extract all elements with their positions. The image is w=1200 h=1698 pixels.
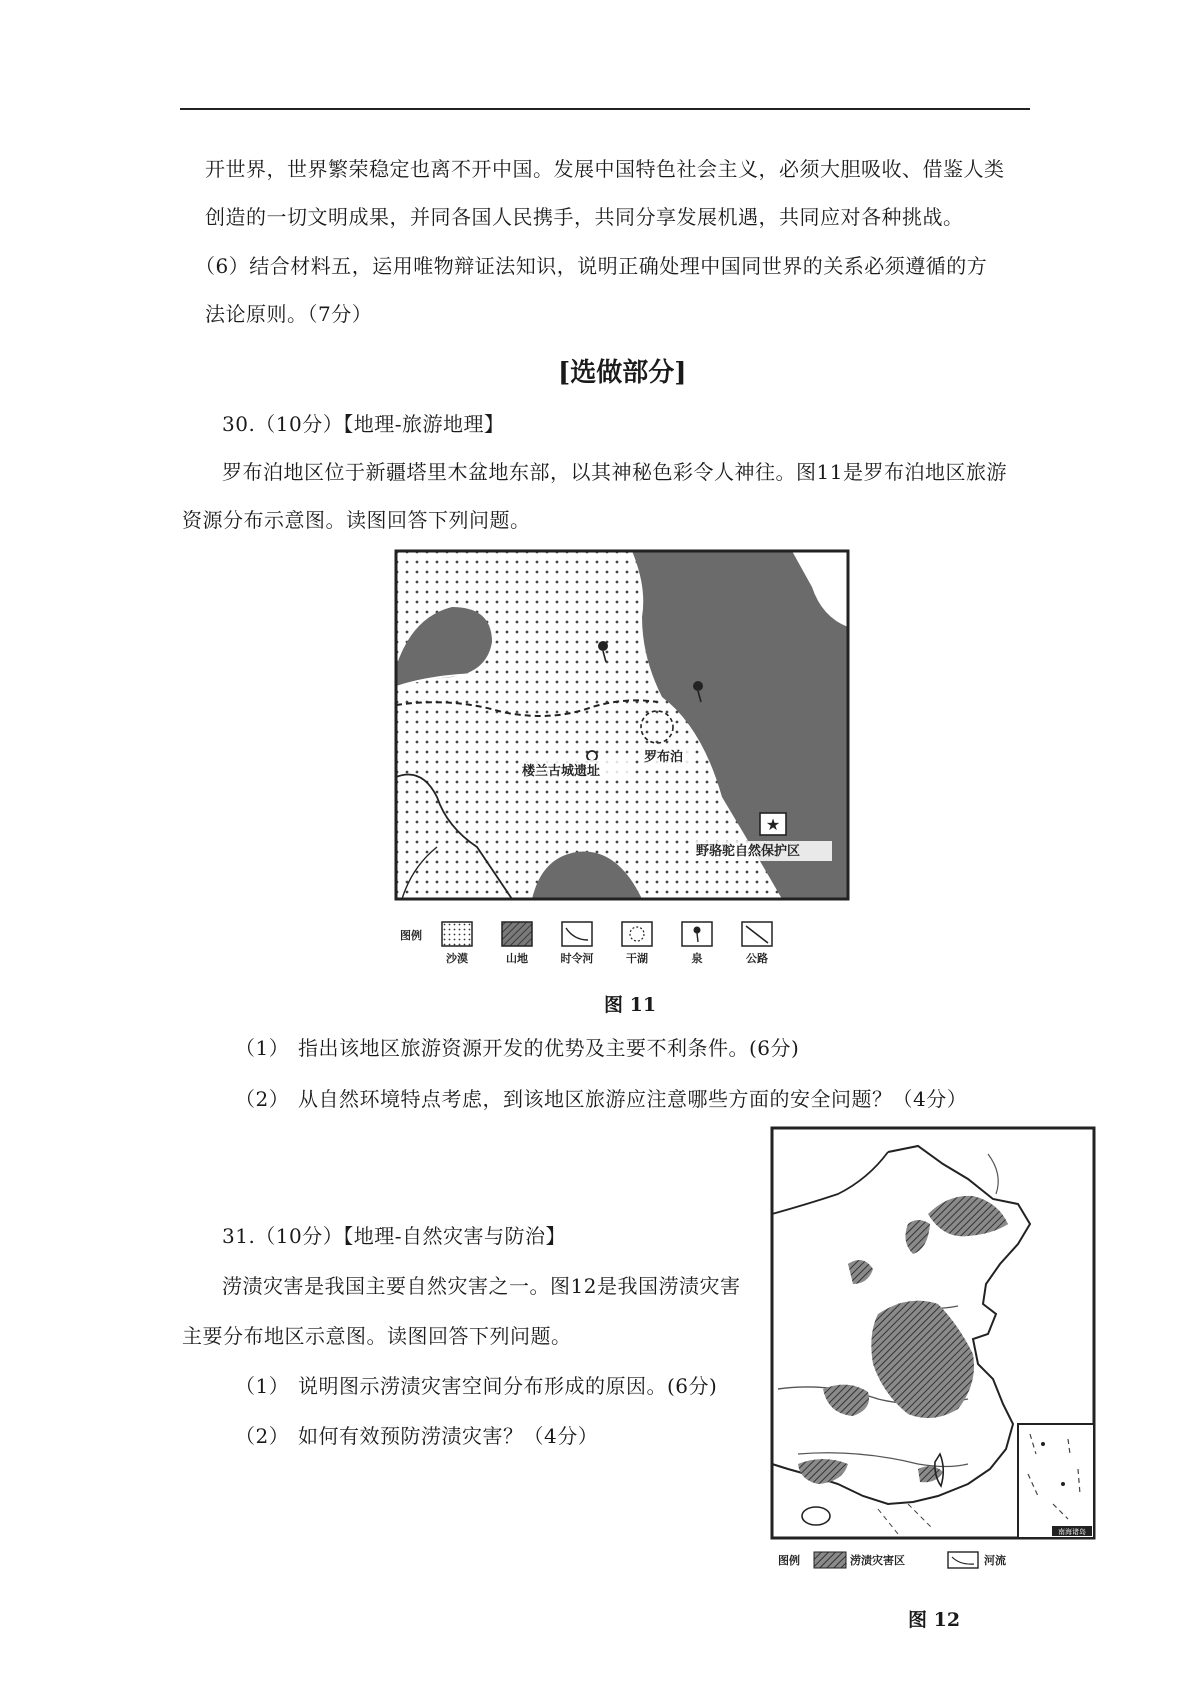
- legend-highway: [742, 922, 772, 965]
- reserve-label: 野骆驼自然保护区: [696, 844, 801, 859]
- legend-title: 图例: [400, 929, 422, 942]
- body-text-line: 开世界，世界繁荣稳定也离不开中国。发展中国特色社会主义，必须大胆吸收、借鉴人类: [205, 157, 1005, 181]
- question-30-2-number: （2）: [235, 1087, 290, 1111]
- question-31-1-number: （1）: [235, 1374, 290, 1398]
- loulan-label: 楼兰古城遗址: [522, 764, 601, 779]
- star-icon: ★: [765, 815, 781, 834]
- question-30-1-text: 指出该地区旅游资源开发的优势及主要不利条件。(6分): [298, 1036, 800, 1060]
- legend-spring: [682, 922, 712, 965]
- svg-text:公路: 公路: [746, 952, 768, 965]
- lop-nur-map-figure: [392, 547, 852, 967]
- section-title: [选做部分]: [558, 358, 687, 388]
- question-30-heading: 30.（10分）【地理-旅游地理】: [222, 412, 505, 436]
- svg-text:干湖: 干湖: [626, 952, 648, 965]
- question-31-2-number: （2）: [235, 1424, 290, 1448]
- lop-nur-label: 罗布泊: [644, 750, 684, 765]
- legend-title: 图例: [778, 1554, 800, 1567]
- question-31-1-text: 说明图示涝渍灾害空间分布形成的原因。(6分): [298, 1374, 718, 1398]
- inset-label: 南海诸岛: [1058, 1528, 1086, 1536]
- spring-icon: [693, 681, 703, 691]
- question-6-text: 法论原则。（7分）: [205, 302, 373, 326]
- legend-seasonal-river: [561, 922, 594, 965]
- ancient-city-icon: [587, 751, 597, 761]
- figure-12-caption: 图 12: [908, 1609, 961, 1631]
- question-6-text: （6）结合材料五，运用唯物辩证法知识，说明正确处理中国同世界的关系必须遵循的方: [195, 254, 988, 278]
- spring-icon: [598, 641, 608, 651]
- svg-text:泉: 泉: [691, 952, 703, 965]
- figure-11-caption: 图 11: [604, 994, 657, 1016]
- svg-text:河流: 河流: [984, 1554, 1006, 1567]
- question-31-2-text: 如何有效预防涝渍灾害？（4分）: [298, 1424, 599, 1448]
- question-30-intro: 资源分布示意图。读图回答下列问题。: [182, 508, 531, 532]
- question-31-intro: 主要分布地区示意图。读图回答下列问题。: [182, 1324, 572, 1348]
- legend-desert: [442, 922, 472, 965]
- svg-text:沙漠: 沙漠: [446, 952, 468, 965]
- svg-text:涝渍灾害区: 涝渍灾害区: [850, 1554, 905, 1567]
- question-31-intro: 涝渍灾害是我国主要自然灾害之一。图12是我国涝渍灾害: [222, 1274, 741, 1298]
- question-30-2-text: 从自然环境特点考虑，到该地区旅游应注意哪些方面的安全问题？（4分）: [298, 1087, 968, 1111]
- legend-mountain: [502, 922, 532, 965]
- svg-text:山地: 山地: [506, 952, 528, 965]
- china-waterlogging-map-figure: [768, 1124, 1098, 1594]
- legend-waterlogging: [814, 1552, 905, 1568]
- body-text-line: 创造的一切文明成果，并同各国人民携手，共同分享发展机遇，共同应对各种挑战。: [205, 205, 964, 229]
- svg-text:时令河: 时令河: [560, 952, 594, 965]
- header-rule: [180, 108, 1030, 110]
- question-30-1-number: （1）: [235, 1036, 290, 1060]
- legend-river: [948, 1552, 1006, 1568]
- south-china-sea-inset: [1018, 1424, 1094, 1538]
- legend-dry-lake: [622, 922, 652, 965]
- question-31-heading: 31.（10分）【地理-自然灾害与防治】: [222, 1224, 567, 1248]
- question-30-intro: 罗布泊地区位于新疆塔里木盆地东部，以其神秘色彩令人神往。图11是罗布泊地区旅游: [222, 460, 1007, 484]
